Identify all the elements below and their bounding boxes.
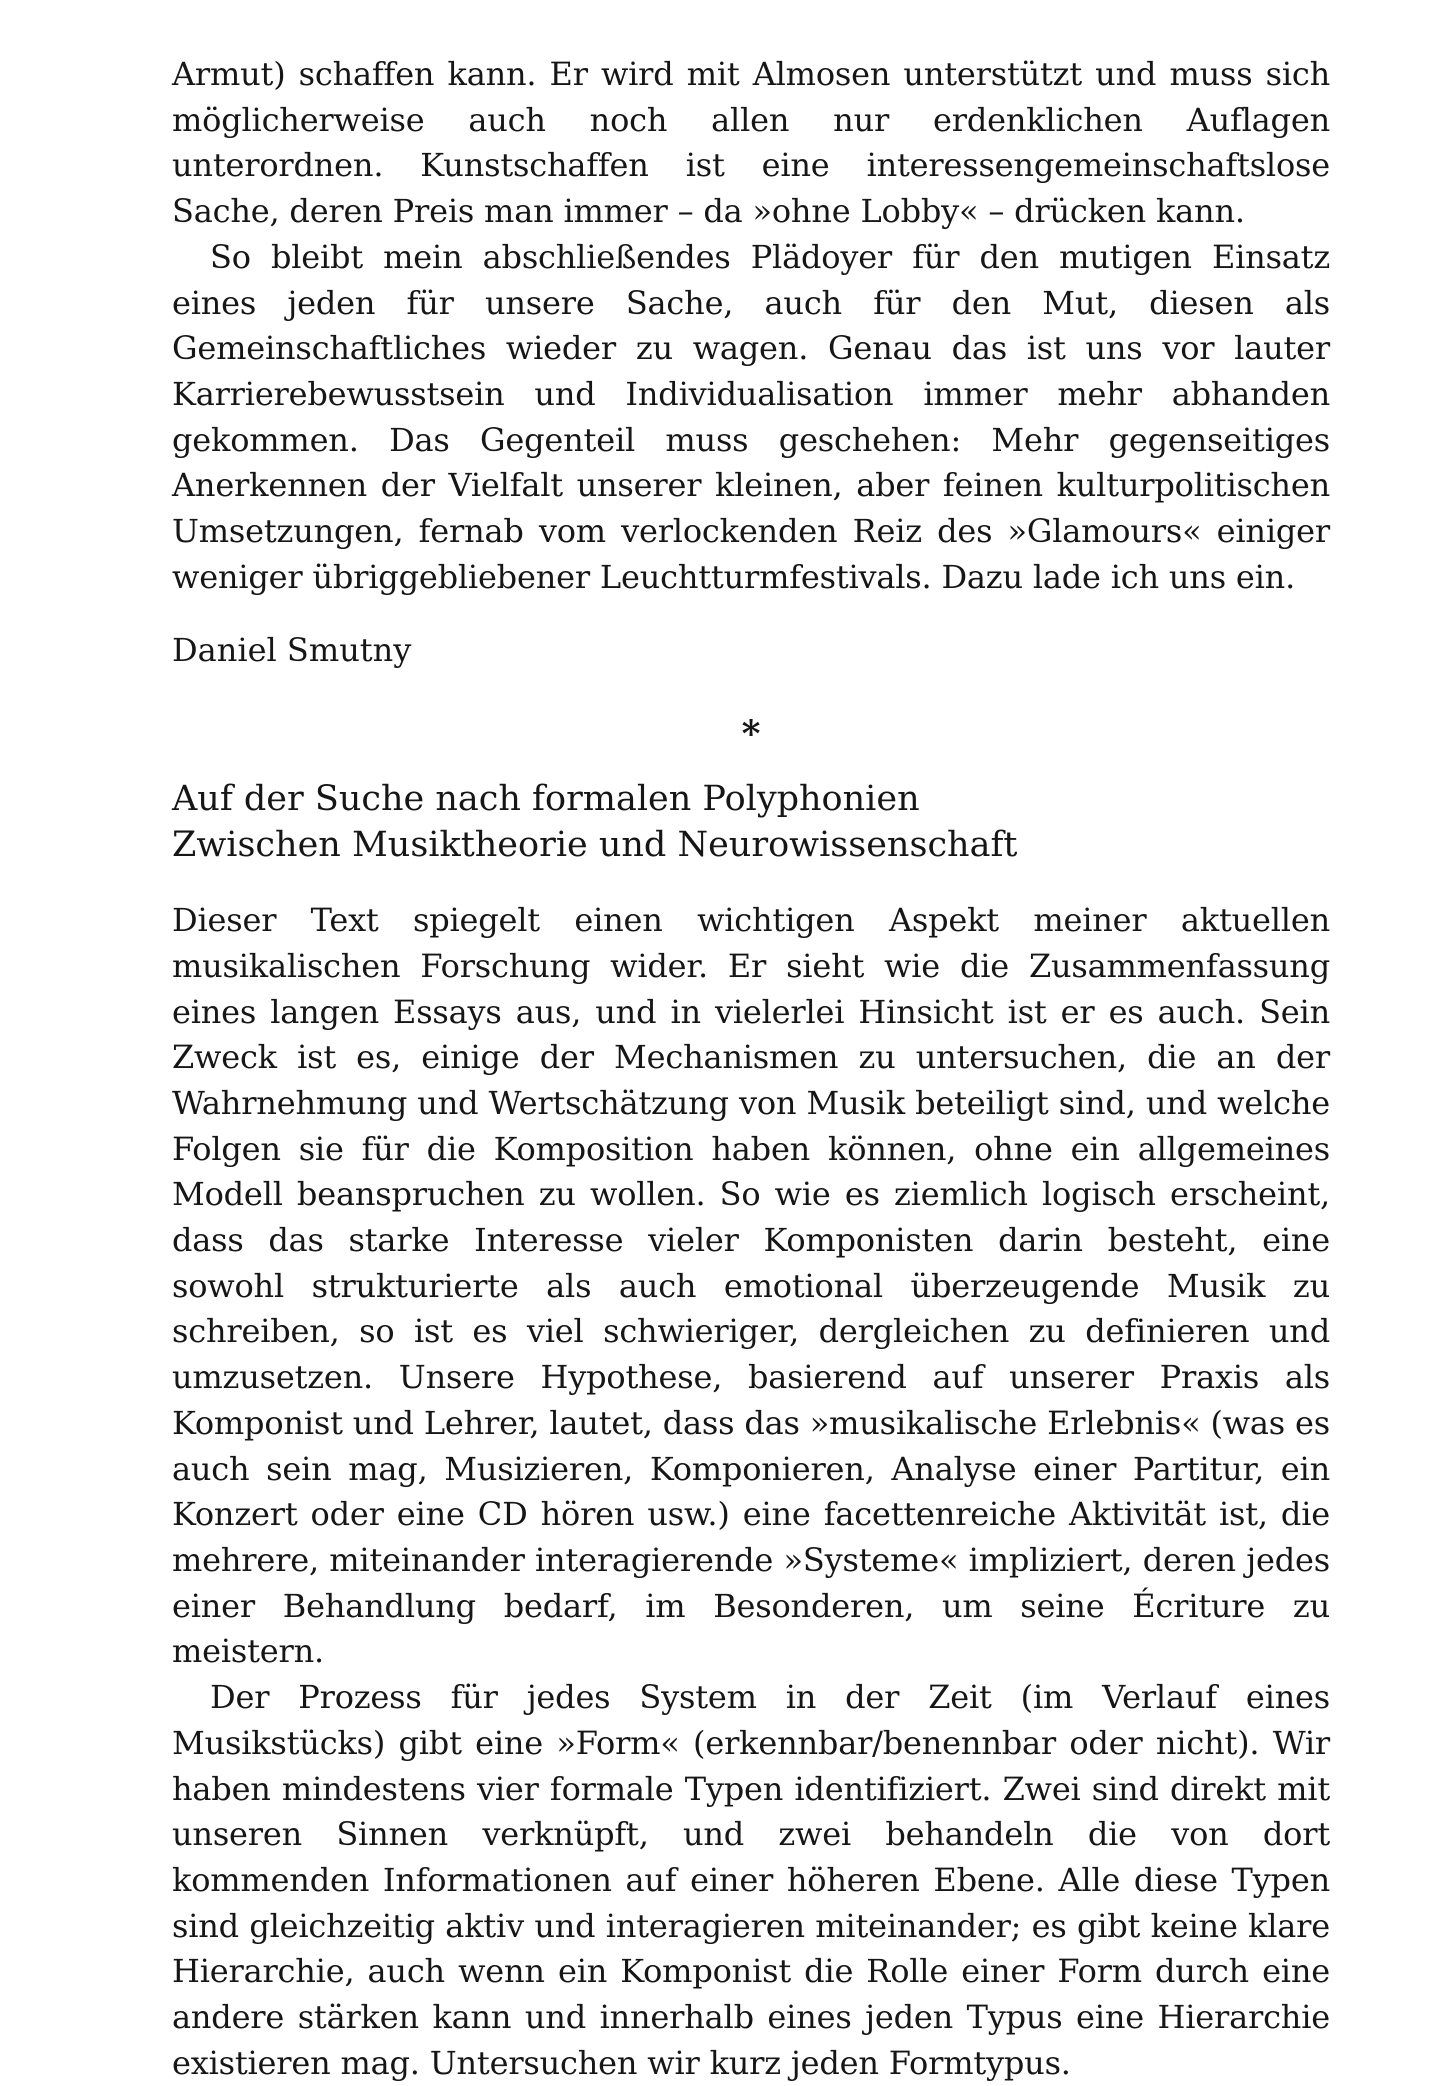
paragraph-closing-plea: So bleibt mein abschließendes Plädoyer für den mutigen Einsatz eines jeden für unsere Sache, auch für den Mut, diesen als Gemeinschaftliches wieder zu wagen. Genau das ist uns vor lauter Karrierebewusstsein und Individualisation immer mehr abhanden gekommen. Das Gegenteil muss geschehen: Mehr gegenseitiges Anerkennen der Vielfalt unserer kleinen, aber feinen kulturpolitischen Umsetzungen, fernab vom verlockenden Reiz des »Glamours« einiger weniger übriggebliebener Leuchtturmfestivals. Dazu lade ich uns ein.: [172, 237, 1330, 596]
document-page: [172, 52, 1330, 2086]
section-divider-asterisk: *: [741, 713, 761, 756]
article-subtitle: Zwischen Musiktheorie und Neurowissenschaft: [172, 825, 1018, 866]
paragraph-form-types: Der Prozess für jedes System in der Zeit (im Verlauf eines Musikstücks) gibt eine »Form« (erkennbar/benennbar oder nicht). Wir haben mindestens vier formale Typen identifiziert. Zwei sind direkt mit unseren Sinnen verknüpft, und zwei behandeln die von dort kommenden Informationen auf einer höheren Ebene. Alle diese Typen sind gleichzeitig aktiv und interagieren miteinander; es gibt keine klare Hierarchie, auch wenn ein Komponist die Rolle einer Form durch eine andere stärken kann und innerhalb eines jeden Typus eine Hierarchie existieren mag. Untersuchen wir kurz jeden Formtypus.: [172, 1678, 1330, 2082]
article-title: Auf der Suche nach formalen Polyphonien: [172, 779, 920, 820]
paragraph-continued: Armut) schaffen kann. Er wird mit Almosen unterstützt und muss sich möglicherweise auch noch allen nur erdenklichen Auflagen unterordnen. Kunstschaffen ist eine interessengemeinschaftslose Sache, deren Preis man immer – da »ohne Lobby« – drücken kann.: [172, 55, 1330, 231]
paragraph-intro: Dieser Text spiegelt einen wichtigen Aspekt meiner aktuellen musikalischen Forschung wider. Er sieht wie die Zusammenfassung eines langen Essays aus, und in vielerlei Hinsicht ist er es auch. Sein Zweck ist es, einige der Mechanismen zu untersuchen, die an der Wahrnehmung und Wertschätzung von Musik beteiligt sind, und welche Folgen sie für die Komposition haben können, ohne ein allgemeines Modell beanspruchen zu wollen. So wie es ziemlich logisch erscheint, dass das starke Interesse vieler Komponisten darin besteht, eine sowohl strukturierte als auch emotional überzeugende Musik zu schreiben, so ist es viel schwieriger, dergleichen zu definieren und umzusetzen. Unsere Hypothese, basierend auf unserer Praxis als Komponist und Lehrer, lautet, dass das »musikalische Erlebnis« (was es auch sein mag, Musizieren, Komponieren, Analyse einer Partitur, ein Konzert oder eine CD hören usw.) eine facettenreiche Aktivität ist, die mehrere, miteinander interagierende »Systeme« impliziert, deren jedes einer Behandlung bedarf, im Besonderen, um seine Écriture zu meistern.: [172, 901, 1330, 1671]
author-signature: Daniel Smutny: [172, 631, 412, 670]
article-heading: [172, 776, 1330, 868]
